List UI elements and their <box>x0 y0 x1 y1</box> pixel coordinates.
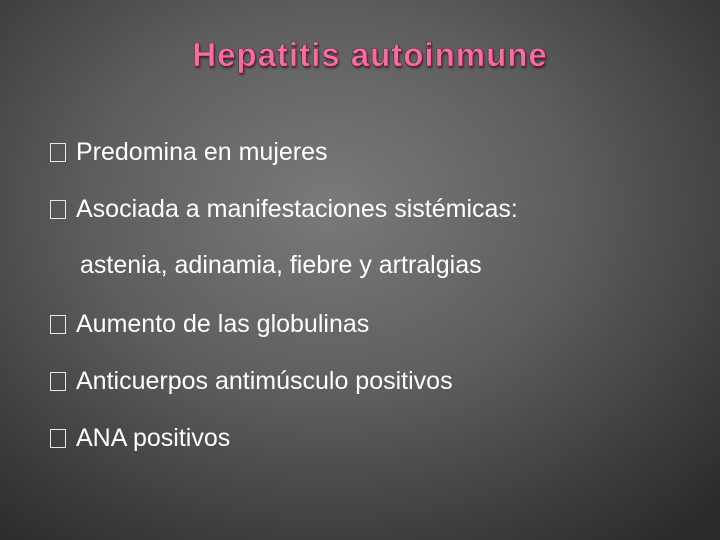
bullet-item <box>50 304 369 344</box>
square-bullet-icon <box>50 429 66 448</box>
bullet-continuation-text: astenia, adinamia, fiebre y artralgias <box>80 251 482 279</box>
bullet-text: Aumento de las globulinas <box>76 309 370 338</box>
square-bullet-icon <box>50 315 66 334</box>
bullet-item <box>50 361 453 401</box>
bullet-item <box>50 189 518 229</box>
square-bullet-icon <box>50 372 66 391</box>
bullet-text: Predomina en mujeres <box>76 137 328 166</box>
slide-title: Hepatitis autoinmune <box>192 36 548 73</box>
bullet-text: Anticuerpos antimúsculo positivos <box>76 366 453 395</box>
square-bullet-icon <box>50 200 66 219</box>
bullet-text: Asociada a manifestaciones sistémicas: <box>76 194 518 223</box>
square-bullet-icon <box>50 143 66 162</box>
bullet-item <box>50 418 230 458</box>
bullet-text: ANA positivos <box>76 423 231 452</box>
bullet-item <box>50 132 328 172</box>
